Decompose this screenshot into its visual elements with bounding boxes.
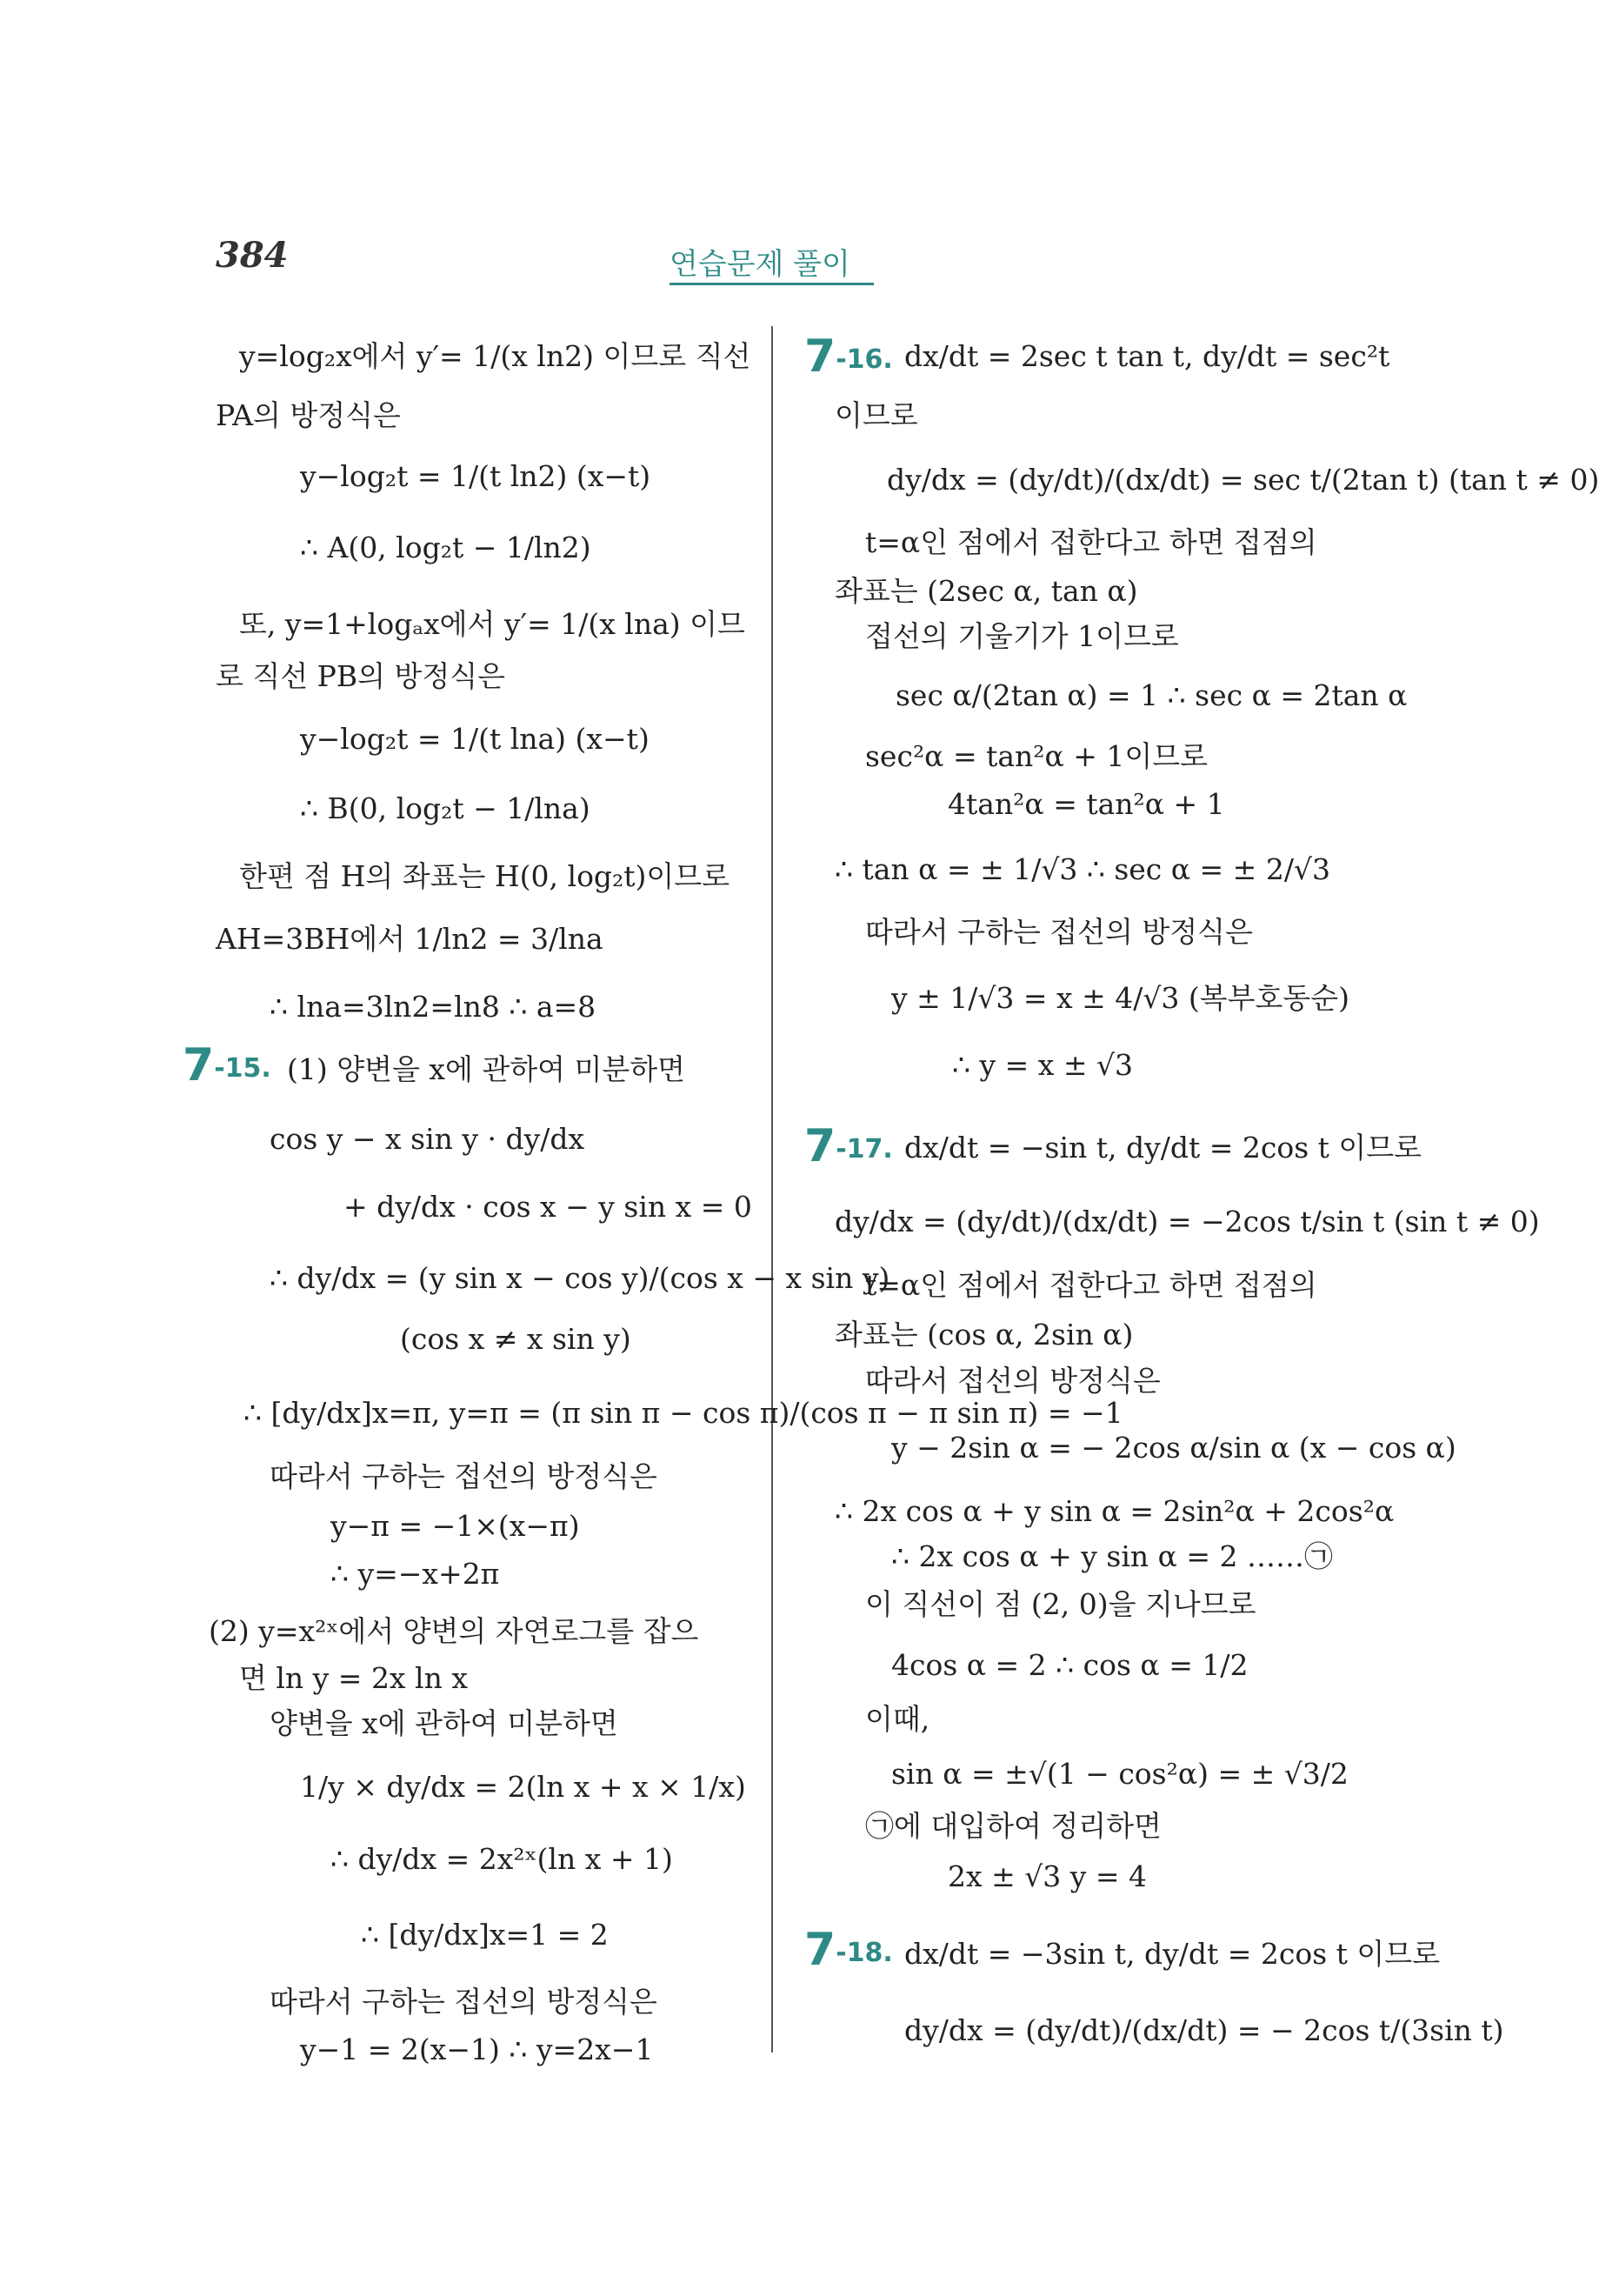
left-line: + dy/dx · cos x − y sin x = 0 <box>343 1190 752 1224</box>
left-line: y−log₂t = 1/(t ln2) (x−t) <box>300 459 651 493</box>
right-line: t=α인 점에서 접한다고 하면 접점의 <box>865 1268 1317 1302</box>
problem-index: -17. <box>836 1134 893 1165</box>
right-line: 좌표는 (2sec α, tan α) <box>835 574 1138 608</box>
right-line: ∴ tan α = ± 1/√3 ∴ sec α = ± 2/√3 <box>835 852 1330 886</box>
left-line: y=log₂x에서 y′= 1/(x ln2) 이므로 직선 <box>239 339 751 373</box>
left-line: y−π = −1×(x−π) <box>330 1509 580 1543</box>
right-line: dx/dt = −3sin t, dy/dt = 2cos t 이므로 <box>904 1937 1441 1971</box>
right-line: 따라서 구하는 접선의 방정식은 <box>865 915 1253 949</box>
title-underline <box>670 283 874 285</box>
left-line: 양변을 x에 관하여 미분하면 <box>270 1706 618 1740</box>
problem-chapter: 7 <box>804 1120 836 1172</box>
left-line: 면 ln y = 2x ln x <box>239 1661 468 1695</box>
right-line: sin α = ±√(1 − cos²α) = ± √3/2 <box>891 1757 1349 1791</box>
right-line: y ± 1/√3 = x ± 4/√3 (복부호동순) <box>891 981 1350 1015</box>
left-line: ∴ y=−x+2π <box>330 1557 500 1591</box>
right-line: 따라서 접선의 방정식은 <box>865 1364 1161 1398</box>
left-line: 따라서 구하는 접선의 방정식은 <box>270 1985 657 2019</box>
left-line: 한편 점 H의 좌표는 H(0, log₂t)이므로 <box>239 859 730 893</box>
problem-chapter: 7 <box>804 330 836 383</box>
problem-index: -16. <box>836 344 893 375</box>
column-divider <box>771 326 773 2052</box>
left-line: ∴ A(0, log₂t − 1/ln2) <box>300 531 591 564</box>
problem-index: -18. <box>836 1938 893 1968</box>
left-line: ∴ B(0, log₂t − 1/lna) <box>300 791 590 825</box>
right-line: 좌표는 (cos α, 2sin α) <box>835 1318 1134 1352</box>
left-line: (2) y=x²ˣ에서 양변의 자연로그를 잡으 <box>209 1614 699 1648</box>
right-line: 4tan²α = tan²α + 1 <box>948 787 1225 821</box>
right-line: dy/dx = (dy/dt)/(dx/dt) = −2cos t/sin t (sin t ≠ 0) <box>835 1205 1540 1238</box>
left-line: 로 직선 PB의 방정식은 <box>216 659 505 693</box>
page-number: 384 <box>216 235 289 276</box>
left-line: ∴ [dy/dx]x=1 = 2 <box>361 1918 609 1952</box>
right-line: dy/dx = (dy/dt)/(dx/dt) = sec t/(2tan t) (tan t ≠ 0) <box>887 463 1599 497</box>
problem-index: -15. <box>214 1053 271 1084</box>
right-line: ∴ 2x cos α + y sin α = 2sin²α + 2cos²α <box>835 1494 1395 1528</box>
left-line: 따라서 구하는 접선의 방정식은 <box>270 1459 657 1493</box>
right-line: sec α/(2tan α) = 1 ∴ sec α = 2tan α <box>896 678 1408 712</box>
left-line: AH=3BH에서 1/ln2 = 3/lna <box>216 922 603 956</box>
right-line: 2x ± √3 y = 4 <box>948 1859 1148 1893</box>
right-line: dx/dt = −sin t, dy/dt = 2cos t 이므로 <box>904 1131 1422 1165</box>
left-line: y−log₂t = 1/(t lna) (x−t) <box>300 722 650 756</box>
left-line: ∴ [dy/dx]x=π, y=π = (π sin π − cos π)/(cos π − π sin π) = −1 <box>243 1396 1123 1430</box>
right-line: t=α인 점에서 접한다고 하면 접점의 <box>865 525 1317 559</box>
problem-chapter: 7 <box>804 1924 836 1976</box>
left-line: (1) 양변을 x에 관하여 미분하면 <box>287 1052 685 1086</box>
left-line: ∴ lna=3ln2=ln8 ∴ a=8 <box>270 990 596 1024</box>
right-line: 이 직선이 점 (2, 0)을 지나므로 <box>865 1587 1256 1621</box>
problem-number <box>804 330 893 383</box>
right-line: dx/dt = 2sec t tan t, dy/dt = sec²t <box>904 339 1390 373</box>
right-line: sec²α = tan²α + 1이므로 <box>865 739 1209 773</box>
page-title: 연습문제 풀이 <box>670 247 850 282</box>
right-line: ∴ y = x ± √3 <box>952 1048 1134 1082</box>
right-line: ㉠에 대입하여 정리하면 <box>865 1809 1162 1843</box>
right-line: 접선의 기울기가 1이므로 <box>865 619 1179 653</box>
left-line: y−1 = 2(x−1) ∴ y=2x−1 <box>300 2032 654 2066</box>
left-line: ∴ dy/dx = (y sin x − cos y)/(cos x − x sin y) <box>270 1261 890 1295</box>
left-line: 1/y × dy/dx = 2(ln x + x × 1/x) <box>300 1770 746 1804</box>
problem-number <box>804 1120 893 1172</box>
right-line: y − 2sin α = − 2cos α/sin α (x − cos α) <box>891 1431 1456 1465</box>
right-line: 이므로 <box>835 398 918 432</box>
left-line: cos y − x sin y · dy/dx <box>270 1122 585 1156</box>
right-line: 4cos α = 2 ∴ cos α = 1/2 <box>891 1648 1249 1682</box>
problem-number <box>183 1039 271 1091</box>
left-line: PA의 방정식은 <box>216 398 401 432</box>
problem-number <box>804 1924 893 1976</box>
left-line: ∴ dy/dx = 2x²ˣ(ln x + 1) <box>330 1842 673 1876</box>
problem-chapter: 7 <box>183 1039 215 1091</box>
left-line: 또, y=1+logₐx에서 y′= 1/(x lna) 이므 <box>239 607 745 641</box>
right-line: dy/dx = (dy/dt)/(dx/dt) = − 2cos t/(3sin t) <box>904 2013 1504 2047</box>
left-line: (cos x ≠ x sin y) <box>400 1322 631 1356</box>
right-line: ∴ 2x cos α + y sin α = 2 ……㉠ <box>891 1539 1334 1573</box>
right-line: 이때, <box>865 1702 930 1736</box>
